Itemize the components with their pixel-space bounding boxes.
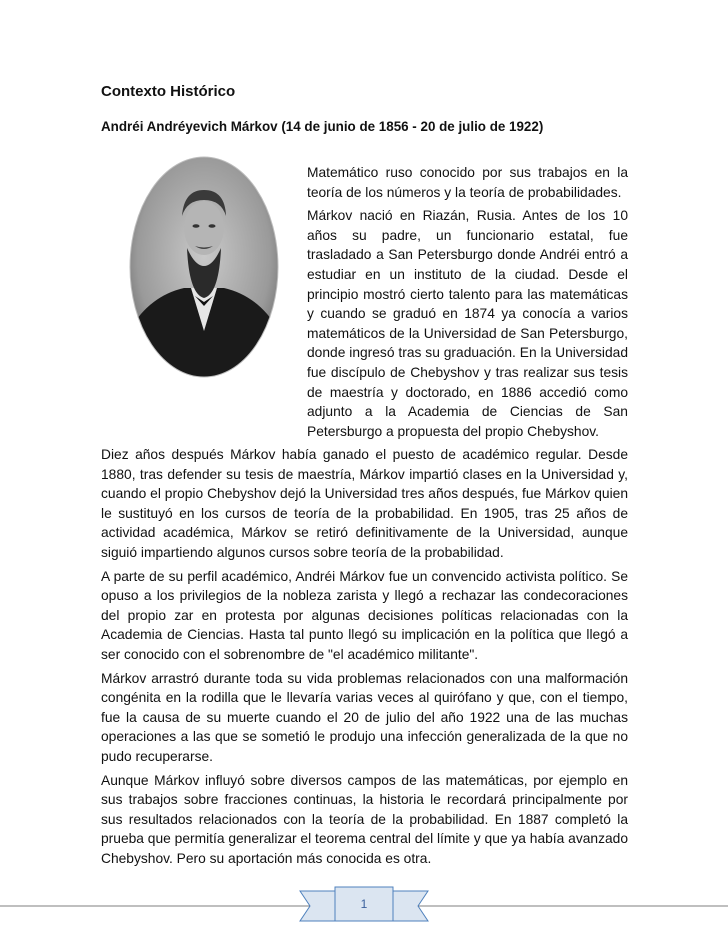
section-title: Contexto Histórico — [101, 83, 236, 100]
portrait-photo-icon — [129, 156, 279, 378]
paragraph: Márkov arrastró durante toda su vida problemas relacionados con una malformación congénita en la rodilla que le llevaría varias veces al quirófano y que, con el tiempo, fue la causa de su muerte cuando el 20 de julio del año 1922 una de las muchas operaciones a las que se sometió le produjo una infección generalizada de la que no pudo recuperarse. — [101, 670, 628, 764]
portrait-image — [129, 156, 279, 378]
paragraph: Matemático ruso conocido por sus trabajos en la teoría de los números y la teoría de probabilidades. — [307, 165, 628, 200]
side-text-column — [307, 163, 628, 445]
paragraph: Diez años después Márkov había ganado el puesto de académico regular. Desde 1880, tras defender su tesis de maestría, Márkov impartió clases en la Universidad y, cuando el propio Chebyshov dejó la Universidad tres años después, fue Márkov quien le sustituyó en los cursos de teoría de la probabilidad. En 1905, tras 25 años de actividad académica, Márkov se retiró definitivamente de la Universidad, aunque siguió impartiendo algunos cursos sobre teoría de la probabilidad. — [101, 447, 628, 560]
paragraph: Aunque Márkov influyó sobre diversos campos de las matemáticas, por ejemplo en sus trabajos sobre fracciones continuas, la historia le recordará principalmente por sus resultados relacionados con la teoría de la probabilidad. En 1887 completó la prueba que permitía generalizar el teorema central del límite y que ya había avanzado Chebyshov. Pero su aportación más conocida es otra. — [101, 772, 628, 866]
page-number: 1 — [360, 897, 368, 911]
biography-heading: Andréi Andréyevich Márkov (14 de junio de 1856 - 20 de julio de 1922) — [101, 119, 544, 134]
paragraph: Márkov nació en Riazán, Rusia. Antes de los 10 años su padre, un funcionario estatal, fue trasladado a San Petersburgo donde Andréi entró a estudiar en un instituto de la ciudad. Desde el principio mostró cierto talento para las matemáticas y cuando se graduó en 1874 ya conocía a varios matemáticos de la Universidad de San Petersburgo, donde ingresó tras su graduación. En la Universidad fue discípulo de Chebyshov y tras realizar sus tesis de maestría y doctorado, en 1886 accedió como adjunto a la Academia de Ciencias de San Petersburgo a propuesta del propio Chebyshov. — [307, 208, 628, 439]
paragraph: A parte de su perfil académico, Andréi Márkov fue un convencido activista político. Se opuso a los privilegios de la nobleza zarista y llegó a rechazar las condecoraciones del propio zar en protesta por algunas decisiones políticas relacionadas con la Academia de Ciencias. Hasta tal punto llegó su implicación en la política que llegó a ser conocido con el sobrenombre de "el académico militante". — [101, 568, 628, 662]
body-text — [101, 445, 628, 872]
